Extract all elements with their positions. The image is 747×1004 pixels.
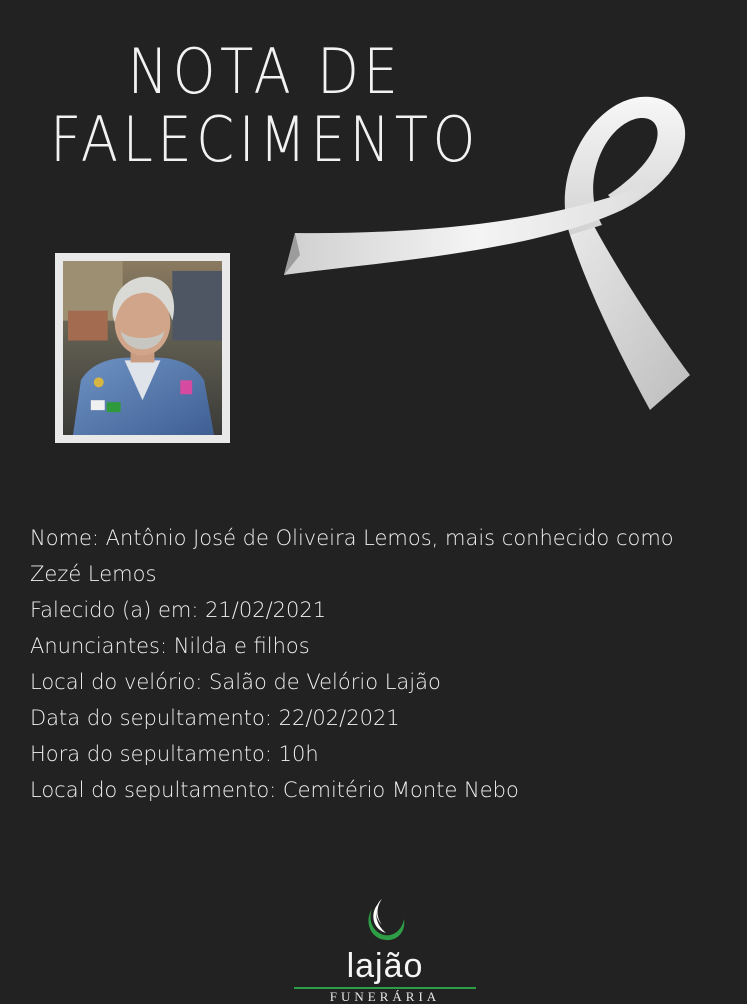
awareness-ribbon-icon: [270, 85, 710, 425]
portrait-photo: [63, 261, 222, 435]
burial-location: Local do sepultamento: Cemitério Monte Nebo: [30, 778, 519, 802]
death-date: Falecido (a) em: 21/02/2021: [30, 598, 327, 622]
burial-date: Data do sepultamento: 22/02/2021: [30, 706, 400, 730]
logo-subtitle: FUNERÁRIA: [329, 989, 441, 1004]
title-line-1: NOTA DE: [127, 35, 403, 108]
crescent-logo-icon: [362, 895, 408, 943]
wake-location: Local do velório: Salão de Velório Lajão: [30, 670, 441, 694]
burial-time: Hora do sepultamento: 10h: [30, 742, 319, 766]
obituary-details: [30, 520, 710, 808]
title-line-2: FALECIMENTO: [50, 103, 480, 176]
portrait-frame: [55, 253, 230, 443]
announcers: Anunciantes: Nilda e filhos: [30, 634, 310, 658]
logo-name: lajão: [346, 947, 424, 985]
funeral-home-logo: [290, 895, 480, 1004]
deceased-name: Nome: Antônio José de Oliveira Lemos, mais conhecido como Zezé Lemos: [30, 526, 674, 586]
